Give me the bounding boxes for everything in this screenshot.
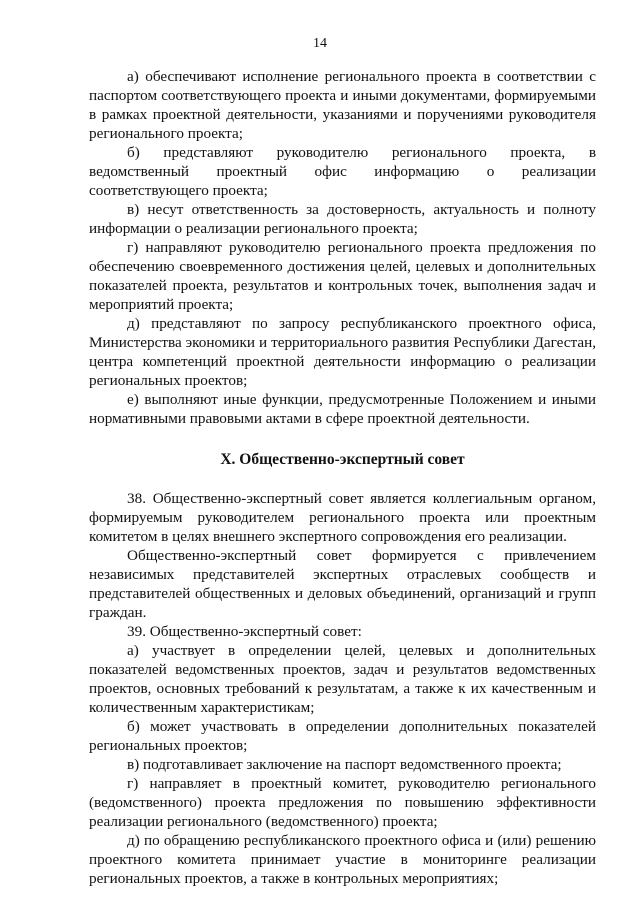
paragraph-39-d: д) по обращению республиканского проектного офиса и (или) решению проектного комитета принимает участие в мониторинге реализации региональных проектов, а также в контрольных мероприятиях; [89, 832, 596, 887]
paragraph-39-a: а) участвует в определении целей, целевых и дополнительных показателей ведомственных проектов, задач и результатов ведомственных проектов, основных требований к результатам, а также к их качественным и количественным характеристикам; [89, 642, 596, 716]
paragraph-39-g: г) направляет в проектный комитет, руководителю регионального (ведомственного) проекта предложения по повышению эффективности реализации регионального (ведомственного) проекта; [89, 775, 596, 830]
paragraph-38-definition: 38. Общественно-экспертный совет является коллегиальным органом, формируемым руководителем регионального проекта или проектным комитетом в целях внешнего экспертного сопровождения его реализации. [89, 490, 596, 545]
page-number: 14 [313, 36, 327, 51]
paragraph-item-d-information: д) представляют по запросу республиканского проектного офиса, Министерства экономики и территориального развития Республики Дагестан, центра компетенций проектной деятельности информацию о реализации региональных проектов; [89, 315, 596, 389]
paragraph-item-v-responsibility: в) несут ответственность за достоверность, актуальность и полноту информации о реализации регионального проекта; [89, 201, 596, 237]
paragraph-item-g-proposals: г) направляют руководителю регионального проекта предложения по обеспечению своевременного достижения целей, целевых и дополнительных показателей проекта, результатов и контрольных точек, выполнения задач и мероприятий проекта; [89, 239, 596, 313]
section-heading: X. Общественно-экспертный совет [220, 451, 465, 468]
paragraph-item-a-obligations: а) обеспечивают исполнение регионального проекта в соответствии с паспортом соответствующего проекта и иными документами, формируемыми в рамках проектной деятельности, указаниями и поручениями руководителя регионального проекта; [89, 68, 596, 142]
document-body [89, 67, 596, 888]
paragraph-39-b: б) может участвовать в определении дополнительных показателей региональных проектов; [89, 718, 596, 754]
paragraph-39-intro: 39. Общественно-экспертный совет: [127, 623, 362, 640]
paragraph-item-e-other-functions: е) выполняют иные функции, предусмотренные Положением и иными нормативными правовыми актами в сфере проектной деятельности. [89, 391, 596, 427]
paragraph-39-v: в) подготавливает заключение на паспорт ведомственного проекта; [127, 756, 562, 773]
paragraph-council-formation: Общественно-экспертный совет формируется с привлечением независимых представителей экспертных отраслевых сообществ и представителей общественных и деловых объединений, организаций и групп граждан. [89, 547, 596, 621]
paragraph-item-b-reporting: б) представляют руководителю регионального проекта, в ведомственный проектный офис информацию о реализации соответствующего проекта; [89, 144, 596, 199]
